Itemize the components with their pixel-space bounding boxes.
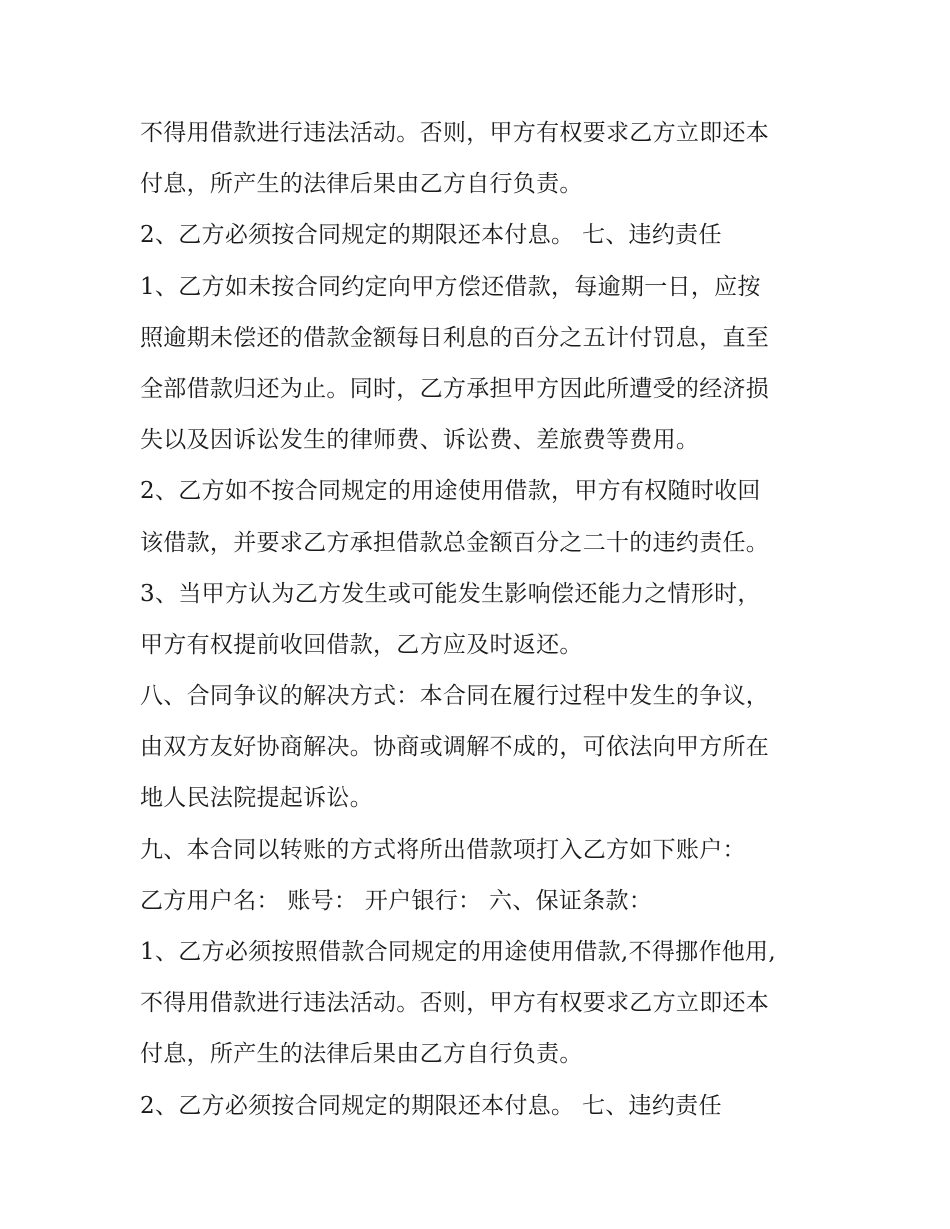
text-line: 2、乙方必须按合同规定的期限还本付息。 七、违约责任: [140, 1092, 722, 1119]
text-line: 八、合同争议的解决方式：本合同在履行过程中发生的争议，: [140, 683, 770, 710]
text-line: 付息，所产生的法律后果由乙方自行负责。: [140, 171, 583, 198]
text-line: 付息，所产生的法律后果由乙方自行负责。: [140, 1041, 583, 1068]
text-line: 由双方友好协商解决。协商或调解不成的，可依法向甲方所在: [140, 734, 770, 761]
text-line: 甲方有权提前收回借款，乙方应及时返还。: [140, 631, 583, 658]
text-line: 不得用借款进行违法活动。否则，甲方有权要求乙方立即还本: [140, 120, 770, 146]
text-line: 1、乙方必须按照借款合同规定的用途使用借款,不得挪作他用,: [140, 939, 776, 965]
text-line: 1、乙方如未按合同约定向甲方偿还借款，每逾期一日，应按: [140, 273, 761, 300]
text-line: 2、乙方必须按合同规定的期限还本付息。 七、违约责任: [140, 222, 722, 249]
text-line: 该借款，并要求乙方承担借款总金额百分之二十的违约责任。: [140, 529, 770, 556]
text-line: 全部借款归还为止。同时，乙方承担甲方因此所遭受的经济损: [140, 375, 770, 402]
text-line: 九、本合同以转账的方式将所出借款项打入乙方如下账户：: [140, 836, 746, 863]
text-line: 2、乙方如不按合同规定的用途使用借款，甲方有权随时收回: [140, 478, 761, 505]
text-line: 乙方用户名： 账号： 开户银行： 六、保证条款：: [140, 887, 653, 914]
text-line: 地人民法院提起诉讼。: [140, 785, 373, 812]
contract-text: [140, 108, 830, 1132]
text-line: 不得用借款进行违法活动。否则，甲方有权要求乙方立即还本: [140, 990, 770, 1017]
text-line: 失以及因诉讼发生的律师费、诉讼费、差旅费等费用。: [140, 427, 700, 454]
text-line: 照逾期未偿还的借款金额每日利息的百分之五计付罚息，直至: [140, 324, 770, 351]
text-line: 3、当甲方认为乙方发生或可能发生影响偿还能力之情形时，: [140, 580, 761, 607]
